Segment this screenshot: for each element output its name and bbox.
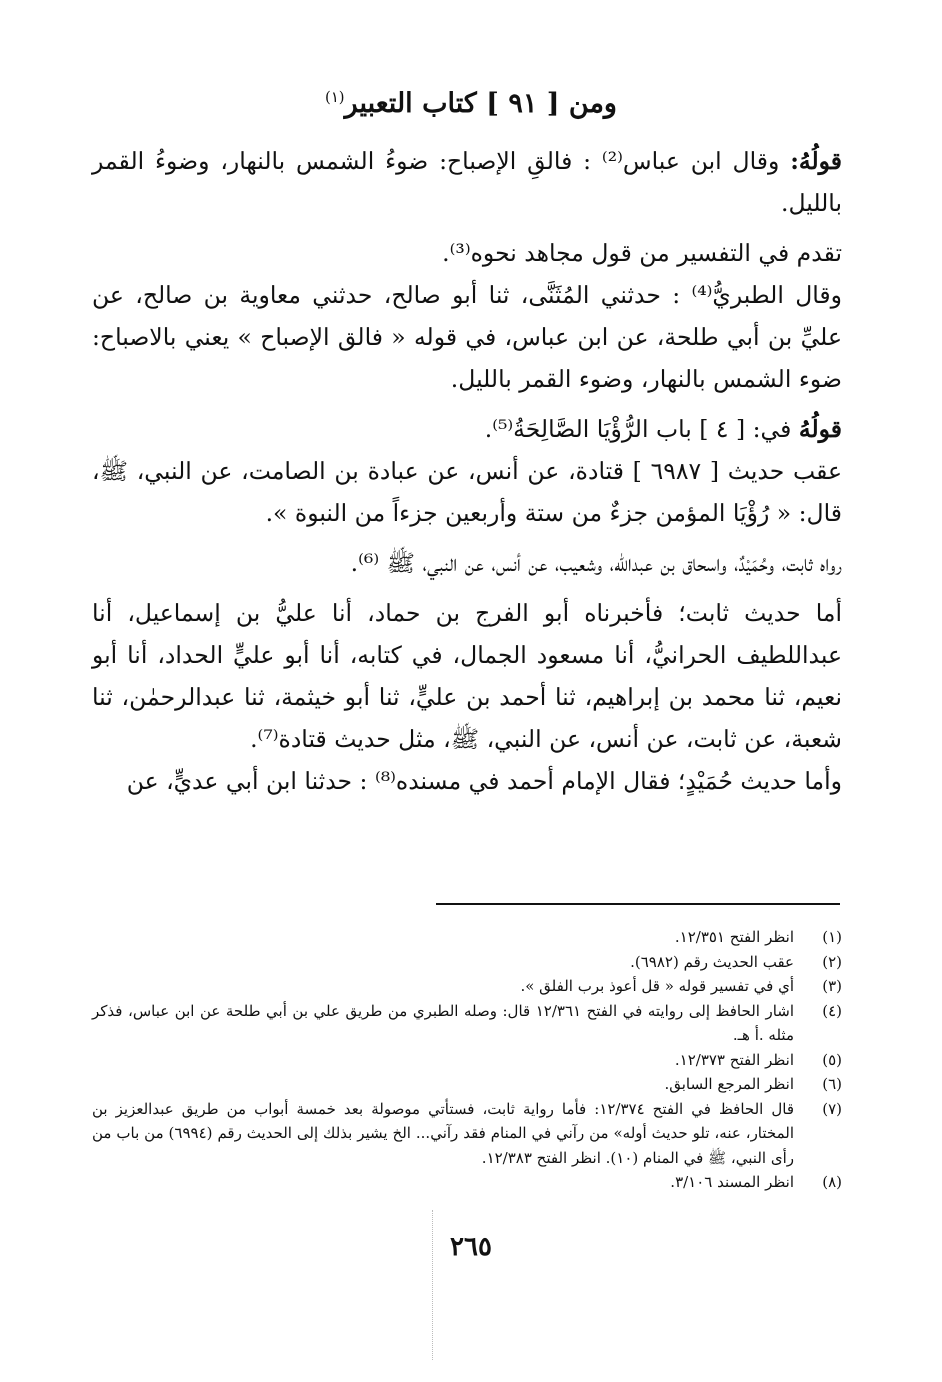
chapter-title	[0, 88, 942, 119]
footnote	[92, 1170, 842, 1195]
title-footnote-ref: (١)	[325, 88, 345, 106]
paragraph	[92, 542, 842, 584]
paragraph-text: تقدم في التفسير من قول مجاهد نحوه⁽³⁾.	[442, 239, 842, 267]
chapter-title-text: ومن [ ٩١ ] كتاب التعبير	[344, 88, 617, 119]
paragraph-text: وأما حديث حُمَيْدٍ؛ فقال الإمام أحمد في مسنده⁽⁸⁾ : حدثنا ابن أبي عديٍّ، عن	[126, 767, 842, 795]
footnote-number: (٤)	[822, 1001, 842, 1020]
paragraph-lead: قولُهُ:	[790, 147, 843, 175]
paragraph-text: وقال الطبريُّ⁽⁴⁾ : حدثني المُثَنَّى، ثنا أبو صالح، حدثني معاوية بن صالح، عن عليِّ بن أبي طلحة، عن ابن عباس، في قوله « فالق الإصباح » يعني بالاصباح: ضوء الشمس بالنهار، وضوء القمر بالليل.	[92, 281, 843, 393]
footnote-text: عقب الحديث رقم (٦٩٨٢).	[630, 952, 794, 971]
paragraph-text: في: [ ٤ ] باب الرُّؤْيَا الصَّالِحَةُ⁽⁵⁾.	[484, 415, 799, 443]
footnote	[92, 1048, 842, 1073]
footnote	[92, 925, 842, 950]
footnote-number: (٥)	[822, 1050, 842, 1069]
footnote-text: اشار الحافظ إلى روايته في الفتح ١٢/٣٦١ قال: وصله الطبري من طريق علي بن أبي طلحة عن ابن عباس، فذكر مثله .أ هـ.	[92, 1001, 795, 1044]
footnote-text: أي في تفسير قوله « قل أعوذ برب الفلق ».	[520, 977, 794, 995]
footnote-number: (٨)	[822, 1173, 842, 1191]
footnote-text: انظر الفتح ١٢/٣٧٣.	[674, 1050, 794, 1069]
paragraph-text: عقب حديث [ ٦٩٨٧ ] قتادة، عن أنس، عن عبادة بن الصامت، عن النبي، ﷺ، قال: « رُؤْيَا المؤمن جزءٌ من ستة وأربعين جزءاً من النبوة ».	[92, 457, 842, 527]
paragraph	[92, 592, 842, 760]
paragraph-text: وقال ابن عباس⁽²⁾ : فالقِ الإصباح: ضوءُ الشمس بالنهار، وضوءُ القمر بالليل.	[92, 147, 842, 217]
footnote-text: قال الحافظ في الفتح ١٢/٣٧٤: فأما رواية ثابت، فستأتي موصولة بعد خمسة أبواب من طريق عبدالعزيز بن المختار، عنه، تلو حديث أوله» من رآني في المنام فقد رآني... الخ يشير بذلك إلى الحديث رقم (٦٩٩٤) من باب من رأى النبي، ﷺ في المنام (١٠). انظر الفتح ١٢/٣٨٣.	[92, 1099, 795, 1167]
paragraph	[92, 450, 842, 534]
paragraph	[92, 274, 842, 400]
footnote-number: (١)	[822, 928, 842, 946]
main-text	[92, 140, 842, 802]
footnote-text: انظر المرجع السابق.	[664, 1075, 794, 1093]
footnote-number: (٢)	[822, 952, 842, 971]
footnote-text: انظر المسند ٣/١٠٦.	[670, 1173, 794, 1191]
paragraph-text: رواه ثابت، وحُمَيْدٌ، واسحاق بن عبدالله، وشعيب، عن أنس، عن النبي، ﷺ ⁽⁶⁾.	[350, 549, 842, 577]
footnote	[92, 974, 842, 999]
footnote-number: (٦)	[822, 1075, 842, 1093]
footnotes	[92, 925, 842, 1195]
paragraph	[92, 408, 842, 450]
footnote	[92, 950, 842, 975]
paragraph	[92, 232, 842, 274]
footnote-divider	[436, 903, 840, 905]
footnote-text: انظر الفتح ١٢/٣٥١.	[674, 928, 794, 946]
paragraph-text: أما حديث ثابت؛ فأخبرناه أبو الفرج بن حماد، أنا عليُّ بن إسماعيل، أنا عبداللطيف الحرانيُّ، أنا مسعود الجمال، في كتابه، أنا أبو عليٍّ الحداد، أنا أبو نعيم، ثنا محمد بن إبراهيم، ثنا أحمد بن عليٍّ، ثنا أبو خيثمة، ثنا عبدالرحمٰن، ثنا شعبة، عن ثابت، عن أنس، عن النبي، ﷺ، مثل حديث قتادة⁽⁷⁾.	[92, 599, 842, 753]
footnote	[92, 1097, 842, 1171]
page-number: ٢٦٥	[450, 1232, 492, 1262]
footnote-number: (٧)	[822, 1099, 842, 1118]
footnote-number: (٣)	[822, 977, 842, 995]
paragraph	[92, 140, 842, 224]
paragraph	[92, 760, 842, 802]
footnote	[92, 999, 842, 1048]
paragraph-lead: قولُهُ	[798, 415, 842, 443]
footnote	[92, 1072, 842, 1097]
